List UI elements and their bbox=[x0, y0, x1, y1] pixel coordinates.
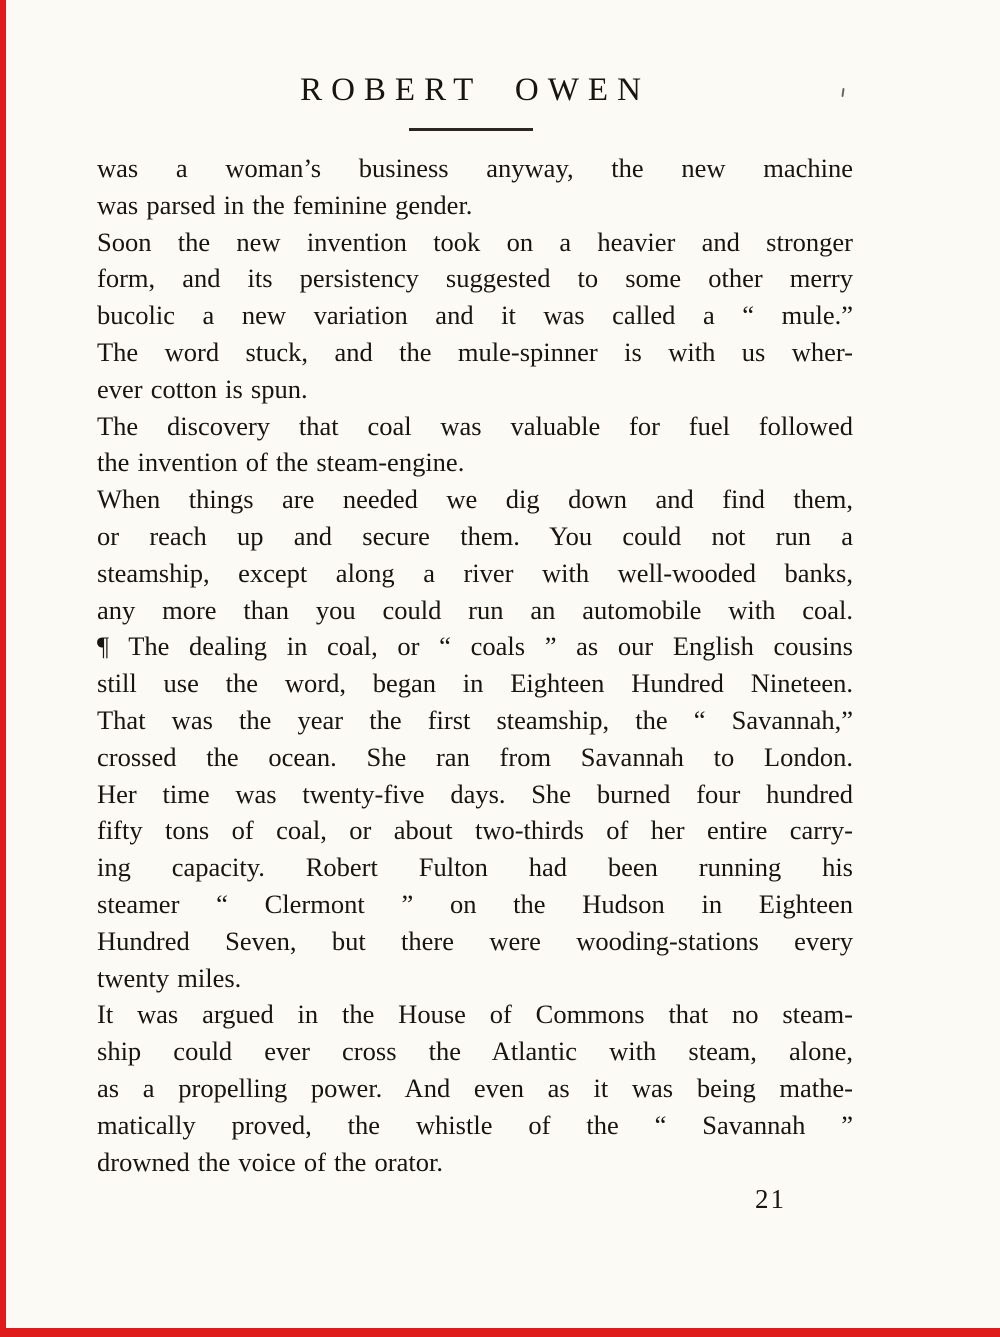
text-line: fifty tons of coal, or about two-thirds of her entire carry- bbox=[97, 815, 853, 846]
text-line: It was argued in the House of Commons that no steam- bbox=[97, 999, 853, 1030]
text-line: was parsed in the feminine gender. bbox=[97, 189, 473, 220]
scan-edge-bottom bbox=[0, 1328, 1000, 1337]
text-line: as a propelling power. And even as it was being mathe- bbox=[97, 1072, 853, 1103]
text-line: ing capacity. Robert Fulton had been running his bbox=[97, 852, 853, 883]
text-line: That was the year the first steamship, the “ Savannah,” bbox=[97, 704, 853, 735]
text-line: bucolic a new variation and it was called a “ mule.” bbox=[97, 300, 853, 331]
text-line: The discovery that coal was valuable for fuel followed bbox=[97, 410, 853, 441]
text-line: or reach up and secure them. You could not run a bbox=[97, 520, 853, 551]
text-block bbox=[97, 150, 853, 1180]
header-rule bbox=[409, 128, 533, 131]
text-line: twenty miles. bbox=[97, 962, 242, 993]
text-line: was a woman’s business anyway, the new machine bbox=[97, 153, 853, 183]
text-line: the invention of the steam-engine. bbox=[97, 447, 465, 478]
text-line: crossed the ocean. She ran from Savannah to London. bbox=[97, 741, 853, 772]
text-line: steamship, except along a river with well-wooded banks, bbox=[97, 557, 853, 588]
text-line: steamer “ Clermont ” on the Hudson in Eighteen bbox=[97, 888, 853, 919]
page-number: 21 bbox=[755, 1184, 786, 1214]
scan-edge-left bbox=[0, 0, 6, 1337]
text-line: ship could ever cross the Atlantic with steam, alone, bbox=[97, 1036, 853, 1067]
text-line: ever cotton is spun. bbox=[97, 373, 308, 404]
text-line: Hundred Seven, but there were wooding-stations every bbox=[97, 925, 853, 956]
text-line: still use the word, began in Eighteen Hundred Nineteen. bbox=[97, 668, 853, 699]
text-line: Her time was twenty-five days. She burned four hundred bbox=[97, 778, 853, 809]
text-line: matically proved, the whistle of the “ Savannah ” bbox=[97, 1109, 853, 1140]
page-title: ROBERT OWEN bbox=[300, 72, 650, 108]
text-line: ¶ The dealing in coal, or “ coals ” as our English cousins bbox=[97, 631, 853, 662]
text-line: form, and its persistency suggested to some other merry bbox=[97, 263, 853, 294]
text-line: drowned the voice of the orator. bbox=[97, 1146, 443, 1177]
text-line: The word stuck, and the mule-spinner is with us wher- bbox=[97, 336, 853, 367]
text-line: any more than you could run an automobile with coal. bbox=[97, 594, 853, 625]
text-line: Soon the new invention took on a heavier and stronger bbox=[97, 226, 853, 257]
text-line: When things are needed we dig down and find them, bbox=[97, 484, 853, 515]
